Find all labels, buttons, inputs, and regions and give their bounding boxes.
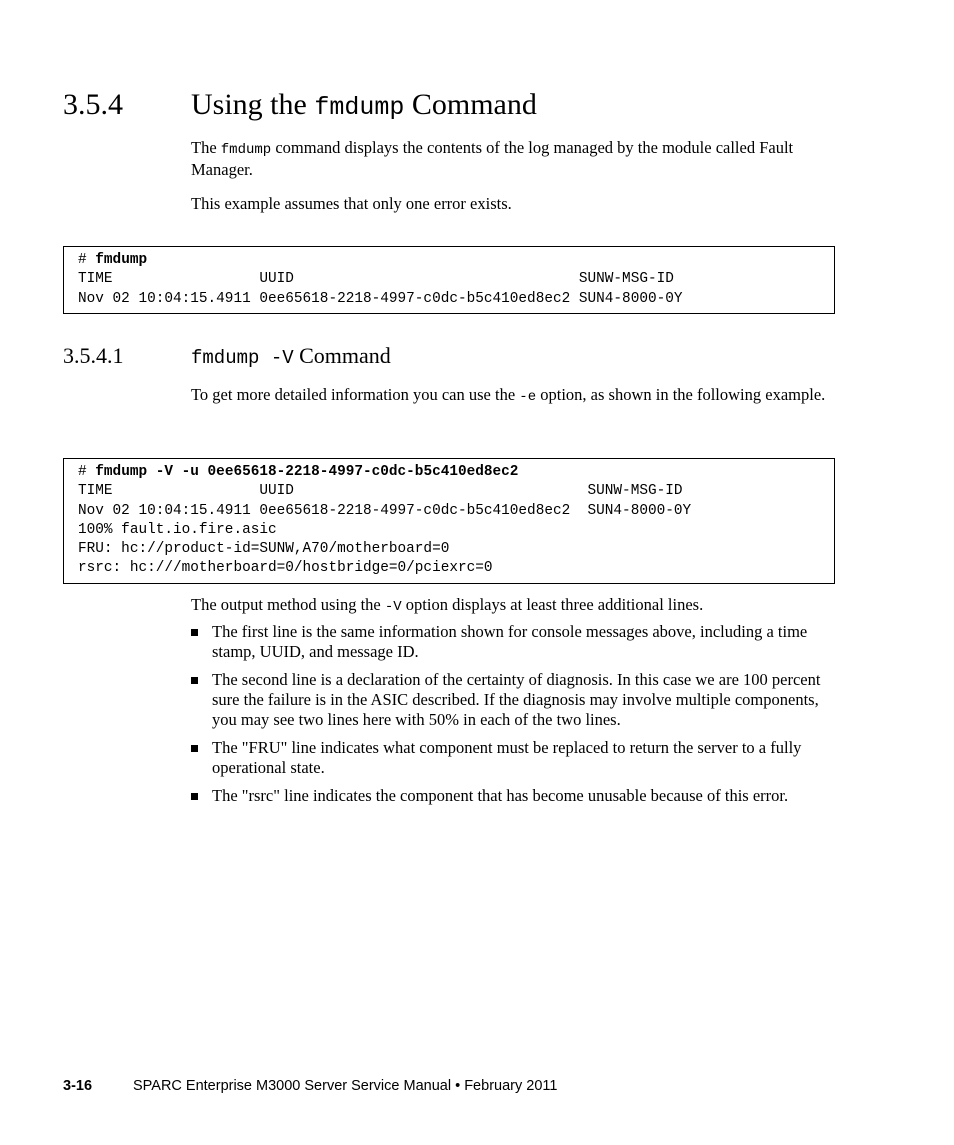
list-item-text: The second line is a declaration of the certainty of diagnosis. In this case we are 100 percent sure the failure is in the ASIC described. If the diagnosis may involve multiple components, you may see two lines here with 50% in each of the two lines. (212, 670, 821, 729)
example-note: This example assumes that only one error exists. (191, 194, 512, 213)
code-block-fmdump (63, 246, 835, 314)
code-command: fmdump -V -u 0ee65618-2218-4997-c0dc-b5c410ed8ec2 (95, 464, 519, 480)
code-output-line: Nov 02 10:04:15.4911 0ee65618-2218-4997-c0dc-b5c410ed8ec2 SUN4-8000-0Y (78, 290, 683, 307)
bullet-square-icon (191, 629, 198, 636)
section-title-prefix: Using the (191, 88, 315, 121)
book-title: SPARC Enterprise M3000 Server Service Manual (133, 1078, 452, 1094)
section-title-suffix: Command (404, 88, 537, 121)
inline-command: fmdump (220, 142, 272, 158)
code-prompt: # (78, 464, 96, 480)
subsection-title-command: fmdump -V (191, 347, 294, 369)
list-item (191, 786, 836, 806)
subsection-number: 3.5.4.1 (63, 343, 124, 368)
sub-intro-text: option, as shown in the following example. (536, 385, 826, 404)
code-prompt: # (78, 252, 96, 268)
bullet-list (191, 622, 836, 814)
list-item-text: The first line is the same information shown for console messages above, including a time stamp, UUID, and message ID. (212, 622, 808, 661)
section-number: 3.5.4 (63, 88, 123, 121)
page-number: 3-16 (63, 1078, 93, 1094)
output-note-text: option displays at least three additional lines. (401, 595, 704, 614)
list-item (191, 670, 836, 730)
page-footer (63, 1077, 558, 1095)
inline-option: -V (384, 599, 402, 615)
list-item (191, 738, 836, 778)
book-info (133, 1077, 557, 1095)
code-output-line: TIME UUID SUNW-MSG-ID (78, 271, 674, 288)
code-output-line: Nov 02 10:04:15.4911 0ee65618-2218-4997-c0dc-b5c410ed8ec2 SUN4-8000-0Y (78, 502, 692, 519)
inline-option: -e (519, 389, 537, 405)
code-command-line (78, 463, 834, 482)
code-output-line: rsrc: hc:///motherboard=0/hostbridge=0/pciexrc=0 (78, 560, 493, 577)
subsection-title (191, 341, 391, 373)
bullet-square-icon (191, 677, 198, 684)
code-command-line (78, 251, 834, 270)
code-output-line: 100% fault.io.fire.asic (78, 521, 277, 538)
intro-paragraph (191, 138, 836, 180)
bullet-square-icon (191, 745, 198, 752)
list-item-text: The "rsrc" line indicates the component that has become unusable because of this error. (212, 786, 789, 805)
list-item (191, 622, 836, 662)
section-title-command: fmdump (314, 93, 405, 122)
intro-text: The (191, 138, 221, 157)
output-note-text: The output method using the (191, 595, 385, 614)
bullet-square-icon (191, 793, 198, 800)
list-item-text: The "FRU" line indicates what component must be replaced to return the server to a fully operational state. (212, 738, 802, 777)
sub-intro-paragraph (191, 385, 836, 407)
output-note-paragraph (191, 595, 836, 617)
code-block-fmdump-v (63, 458, 835, 584)
subsection-title-suffix: Command (293, 343, 391, 368)
code-output-line: TIME UUID SUNW-MSG-ID (78, 483, 683, 500)
publication-date: February 2011 (464, 1078, 558, 1094)
section-title (191, 86, 537, 127)
footer-separator: • (455, 1078, 461, 1094)
code-command: fmdump (95, 252, 148, 268)
sub-intro-text: To get more detailed information you can use the (191, 385, 520, 404)
code-output-line: FRU: hc://product-id=SUNW,A70/motherboard=0 (78, 541, 450, 558)
intro-text: command displays the contents of the log managed by the module called Fault Manager. (191, 138, 794, 179)
